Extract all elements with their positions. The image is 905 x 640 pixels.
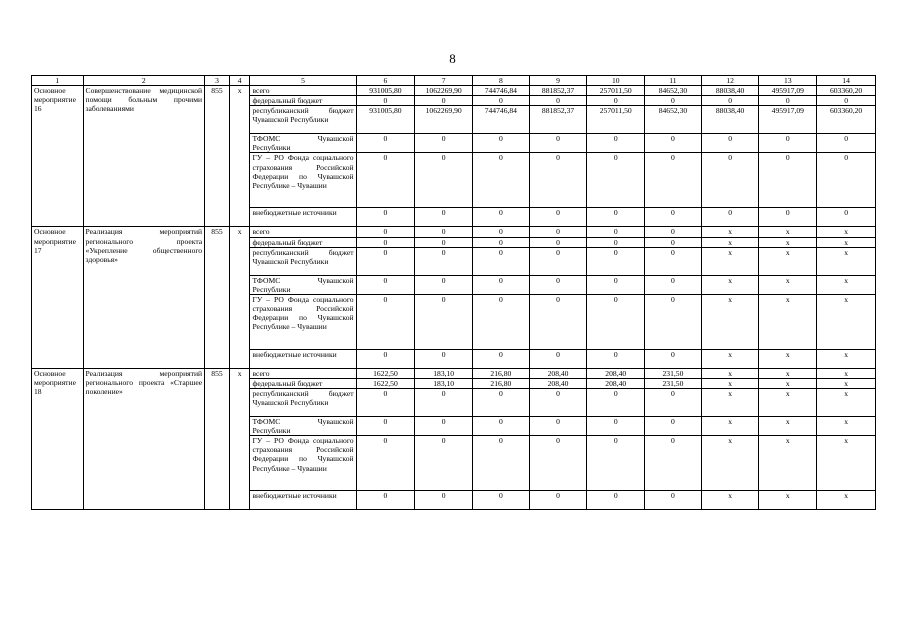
value-cell: 0 [356, 417, 415, 436]
value-cell: 0 [645, 349, 702, 368]
value-cell: 0 [587, 275, 645, 294]
value-cell: 0 [415, 436, 473, 491]
value-cell: 0 [645, 294, 702, 349]
value-cell: 0 [587, 436, 645, 491]
value-cell: 0 [645, 247, 702, 275]
value-cell: 0 [587, 96, 645, 106]
value-cell: 0 [587, 349, 645, 368]
value-cell: x [759, 436, 817, 491]
value-cell: 216,80 [473, 368, 530, 378]
value-cell: 208,40 [529, 378, 587, 388]
value-cell: 0 [529, 153, 587, 208]
header-cell: 13 [759, 76, 817, 86]
value-cell: x [701, 275, 759, 294]
value-cell: 0 [529, 417, 587, 436]
value-cell: 208,40 [529, 368, 587, 378]
header-cell: 10 [587, 76, 645, 86]
value-cell: x [701, 378, 759, 388]
value-cell: 84652,30 [645, 86, 702, 96]
funding-source-cell: всего [250, 86, 356, 96]
funding-source-cell: ТФОМС Чувашской Республики [250, 275, 356, 294]
value-cell: 208,40 [587, 368, 645, 378]
measure-title-cell: Реализация мероприятий регионального проекта «Старшее поколение» [83, 368, 205, 509]
value-cell: 0 [356, 294, 415, 349]
value-cell: 0 [701, 208, 759, 227]
value-cell: 257011,50 [587, 106, 645, 134]
value-cell: x [701, 417, 759, 436]
header-cell: 5 [250, 76, 356, 86]
value-cell: 0 [356, 491, 415, 510]
value-cell: 0 [356, 96, 415, 106]
value-cell: x [701, 227, 759, 237]
table-row [32, 368, 876, 378]
value-cell: 257011,50 [587, 86, 645, 96]
value-cell: 0 [645, 417, 702, 436]
funding-source-cell: внебюджетные источники [250, 208, 356, 227]
value-cell: 0 [473, 294, 530, 349]
value-cell: 0 [473, 417, 530, 436]
value-cell: 0 [701, 134, 759, 153]
value-cell: 0 [529, 227, 587, 237]
value-cell: 0 [817, 153, 876, 208]
value-cell: 0 [415, 247, 473, 275]
mark-cell: x [229, 227, 250, 368]
value-cell: x [759, 378, 817, 388]
value-cell: 0 [473, 153, 530, 208]
value-cell: 0 [356, 208, 415, 227]
value-cell: 0 [415, 208, 473, 227]
measure-title-cell: Реализация мероприятий регионального проекта «Укрепление общественного здоровья» [83, 227, 205, 368]
value-cell: x [759, 275, 817, 294]
value-cell: 0 [701, 96, 759, 106]
value-cell: 1622,50 [356, 378, 415, 388]
funding-source-cell: всего [250, 368, 356, 378]
value-cell: x [817, 294, 876, 349]
funding-source-cell: республиканский бюджет Чувашской Республики [250, 247, 356, 275]
value-cell: 0 [645, 153, 702, 208]
value-cell: x [759, 368, 817, 378]
table-row [32, 227, 876, 237]
value-cell: x [701, 389, 759, 417]
value-cell: x [759, 237, 817, 247]
funding-source-cell: республиканский бюджет Чувашской Республики [250, 106, 356, 134]
value-cell: x [817, 247, 876, 275]
funding-source-cell: всего [250, 227, 356, 237]
code-cell: 855 [205, 368, 230, 509]
value-cell: 0 [356, 436, 415, 491]
value-cell: 208,40 [587, 378, 645, 388]
value-cell: 0 [473, 491, 530, 510]
value-cell: x [817, 417, 876, 436]
table-row [32, 86, 876, 96]
value-cell: 0 [473, 389, 530, 417]
value-cell: x [817, 227, 876, 237]
value-cell: 0 [645, 208, 702, 227]
header-cell: 12 [701, 76, 759, 86]
value-cell: x [701, 436, 759, 491]
value-cell: 0 [356, 247, 415, 275]
value-cell: 0 [415, 96, 473, 106]
value-cell: 0 [415, 153, 473, 208]
value-cell: 0 [529, 237, 587, 247]
value-cell: 183,10 [415, 378, 473, 388]
value-cell: 0 [529, 96, 587, 106]
value-cell: x [759, 349, 817, 368]
value-cell: 0 [356, 389, 415, 417]
value-cell: 0 [587, 247, 645, 275]
value-cell: 216,80 [473, 378, 530, 388]
header-cell: 4 [229, 76, 250, 86]
value-cell: 1622,50 [356, 368, 415, 378]
value-cell: 231,50 [645, 378, 702, 388]
value-cell: 0 [473, 349, 530, 368]
value-cell: x [701, 349, 759, 368]
header-row [32, 76, 876, 86]
value-cell: x [701, 247, 759, 275]
value-cell: 0 [473, 227, 530, 237]
value-cell: 495917,09 [759, 106, 817, 134]
value-cell: x [817, 389, 876, 417]
funding-source-cell: внебюджетные источники [250, 491, 356, 510]
measure-title-cell: Совершенствование медицинской помощи больным прочими заболеваниями [83, 86, 205, 227]
value-cell: 0 [529, 436, 587, 491]
funding-source-cell: республиканский бюджет Чувашской Республики [250, 389, 356, 417]
funding-source-cell: ТФОМС Чувашской Республики [250, 134, 356, 153]
code-cell: 855 [205, 86, 230, 227]
value-cell: x [817, 275, 876, 294]
value-cell: 0 [473, 96, 530, 106]
value-cell: x [817, 349, 876, 368]
funding-source-cell: федеральный бюджет [250, 96, 356, 106]
header-cell: 14 [817, 76, 876, 86]
measure-name-cell: Основное мероприятие 18 [32, 368, 84, 509]
value-cell: 0 [529, 208, 587, 227]
value-cell: 931005,80 [356, 86, 415, 96]
funding-source-cell: ГУ – РО Фонда социального страхования Российской Федерации по Чувашской Республике – Чувашии [250, 153, 356, 208]
value-cell: 0 [645, 491, 702, 510]
page-number: 8 [449, 51, 456, 66]
value-cell: 0 [415, 491, 473, 510]
value-cell: 0 [415, 227, 473, 237]
header-cell: 6 [356, 76, 415, 86]
value-cell: 495917,09 [759, 86, 817, 96]
value-cell: x [817, 368, 876, 378]
value-cell: 931005,80 [356, 106, 415, 134]
value-cell: 0 [529, 389, 587, 417]
value-cell: 0 [415, 349, 473, 368]
value-cell: 0 [817, 134, 876, 153]
value-cell: x [759, 227, 817, 237]
value-cell: 0 [701, 153, 759, 208]
value-cell: x [759, 294, 817, 349]
value-cell: 0 [587, 153, 645, 208]
header-cell: 8 [473, 76, 530, 86]
value-cell: 0 [356, 237, 415, 247]
value-cell: x [759, 491, 817, 510]
funding-source-cell: ГУ – РО Фонда социального страхования Российской Федерации по Чувашской Республике – Чувашии [250, 294, 356, 349]
header-cell: 9 [529, 76, 587, 86]
mark-cell: x [229, 368, 250, 509]
value-cell: 88038,40 [701, 106, 759, 134]
value-cell: 744746,84 [473, 106, 530, 134]
measure-name-cell: Основное мероприятие 17 [32, 227, 84, 368]
value-cell: 0 [587, 208, 645, 227]
value-cell: 0 [529, 134, 587, 153]
value-cell: 0 [587, 227, 645, 237]
value-cell: x [759, 417, 817, 436]
value-cell: 88038,40 [701, 86, 759, 96]
value-cell: 0 [759, 96, 817, 106]
value-cell: 0 [415, 134, 473, 153]
header-cell: 11 [645, 76, 702, 86]
header-cell: 7 [415, 76, 473, 86]
value-cell: 0 [473, 275, 530, 294]
value-cell: 0 [415, 275, 473, 294]
value-cell: 0 [817, 96, 876, 106]
mark-cell: x [229, 86, 250, 227]
value-cell: 881852,37 [529, 106, 587, 134]
value-cell: 84652,30 [645, 106, 702, 134]
value-cell: 744746,84 [473, 86, 530, 96]
value-cell: x [701, 294, 759, 349]
value-cell: 0 [587, 237, 645, 247]
header-cell: 2 [83, 76, 205, 86]
value-cell: 0 [759, 208, 817, 227]
value-cell: 0 [473, 237, 530, 247]
value-cell: 0 [415, 294, 473, 349]
header-cell: 1 [32, 76, 84, 86]
value-cell: x [701, 491, 759, 510]
header-cell: 3 [205, 76, 230, 86]
value-cell: 0 [759, 134, 817, 153]
value-cell: x [817, 491, 876, 510]
value-cell: 0 [529, 247, 587, 275]
value-cell: 0 [473, 208, 530, 227]
value-cell: 0 [587, 134, 645, 153]
value-cell: 1062269,90 [415, 86, 473, 96]
value-cell: x [759, 389, 817, 417]
value-cell: 0 [529, 349, 587, 368]
value-cell: 0 [587, 491, 645, 510]
code-cell: 855 [205, 227, 230, 368]
value-cell: 0 [473, 247, 530, 275]
value-cell: x [817, 237, 876, 247]
value-cell: 0 [415, 237, 473, 247]
value-cell: 0 [817, 208, 876, 227]
value-cell: x [701, 237, 759, 247]
value-cell: x [817, 378, 876, 388]
value-cell: x [759, 247, 817, 275]
value-cell: 0 [645, 275, 702, 294]
value-cell: 0 [645, 389, 702, 417]
value-cell: 0 [529, 275, 587, 294]
value-cell: 0 [645, 237, 702, 247]
value-cell: 0 [645, 134, 702, 153]
funding-source-cell: федеральный бюджет [250, 237, 356, 247]
value-cell: 0 [356, 153, 415, 208]
funding-source-cell: ТФОМС Чувашской Республики [250, 417, 356, 436]
value-cell: 0 [415, 417, 473, 436]
value-cell: 0 [529, 294, 587, 349]
value-cell: 0 [529, 491, 587, 510]
value-cell: 0 [356, 227, 415, 237]
funding-source-cell: внебюджетные источники [250, 349, 356, 368]
value-cell: 0 [587, 294, 645, 349]
value-cell: 183,10 [415, 368, 473, 378]
value-cell: 0 [356, 275, 415, 294]
value-cell: 1062269,90 [415, 106, 473, 134]
value-cell: x [701, 368, 759, 378]
value-cell: 881852,37 [529, 86, 587, 96]
value-cell: 0 [473, 134, 530, 153]
funding-source-cell: федеральный бюджет [250, 378, 356, 388]
value-cell: 0 [587, 417, 645, 436]
value-cell: 0 [356, 349, 415, 368]
value-cell: 231,50 [645, 368, 702, 378]
funding-source-cell: ГУ – РО Фонда социального страхования Российской Федерации по Чувашской Республике – Чувашии [250, 436, 356, 491]
value-cell: x [817, 436, 876, 491]
value-cell: 0 [645, 96, 702, 106]
value-cell: 0 [356, 134, 415, 153]
value-cell: 603360,20 [817, 106, 876, 134]
value-cell: 0 [473, 436, 530, 491]
value-cell: 0 [759, 153, 817, 208]
budget-table [31, 75, 876, 510]
value-cell: 603360,20 [817, 86, 876, 96]
measure-name-cell: Основное мероприятие 16 [32, 86, 84, 227]
value-cell: 0 [645, 227, 702, 237]
value-cell: 0 [415, 389, 473, 417]
value-cell: 0 [587, 389, 645, 417]
value-cell: 0 [645, 436, 702, 491]
